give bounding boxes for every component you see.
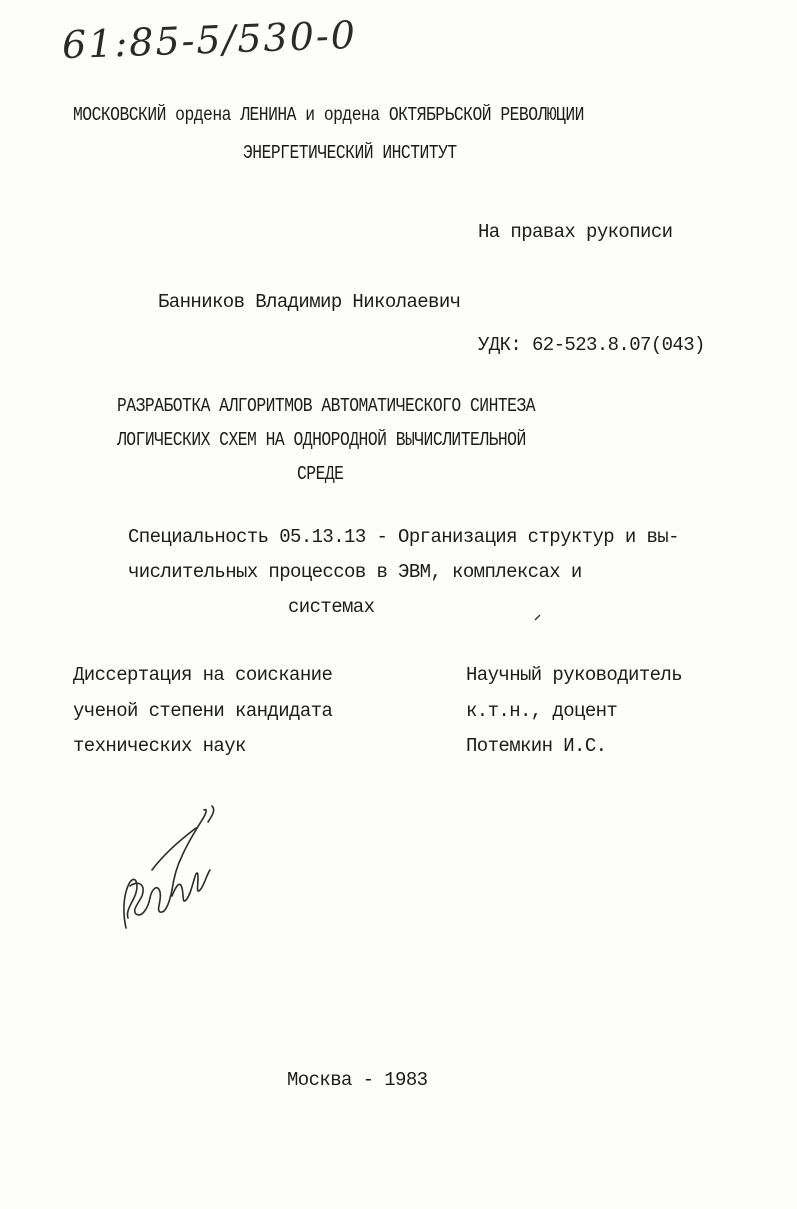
dissertation-line-1: Диссертация на соискание	[73, 664, 333, 686]
manuscript-note: На правах рукописи	[478, 221, 673, 243]
udk-code: УДК: 62-523.8.07(043)	[478, 334, 705, 356]
dissertation-line-2: ученой степени кандидата	[73, 700, 333, 722]
supervisor-line-1: Научный руководитель	[466, 664, 683, 686]
dissertation-line-3: технических наук	[73, 735, 246, 757]
supervisor-line-2: к.т.н., доцент	[466, 700, 618, 722]
supervisor-line-3: Потемкин И.С.	[466, 735, 607, 757]
handwritten-signature	[112, 800, 222, 940]
specialty-line-3: системах	[288, 596, 375, 618]
author-name: Банников Владимир Николаевич	[158, 291, 461, 313]
title-line-1: РАЗРАБОТКА АЛГОРИТМОВ АВТОМАТИЧЕСКОГО СИНТЕЗА	[117, 395, 536, 417]
institution-line-2: ЭНЕРГЕТИЧЕСКИЙ ИНСТИТУТ	[243, 142, 457, 164]
institution-line-1: МОСКОВСКИЙ ордена ЛЕНИНА и ордена ОКТЯБРЬСКОЙ РЕВОЛЮЦИИ	[73, 104, 584, 126]
city-year: Москва - 1983	[287, 1069, 428, 1091]
specialty-line-2: числительных процессов в ЭВМ, комплексах и	[128, 561, 582, 583]
title-line-2: ЛОГИЧЕСКИХ СХЕМ НА ОДНОРОДНОЙ ВЫЧИСЛИТЕЛЬНОЙ	[117, 429, 526, 451]
specialty-line-1: Специальность 05.13.13 - Организация структур и вы-	[128, 526, 679, 548]
title-line-3: СРЕДЕ	[297, 463, 344, 485]
stray-mark	[533, 612, 543, 622]
archive-code-handwritten: 61:85-5/530-0	[61, 12, 358, 68]
